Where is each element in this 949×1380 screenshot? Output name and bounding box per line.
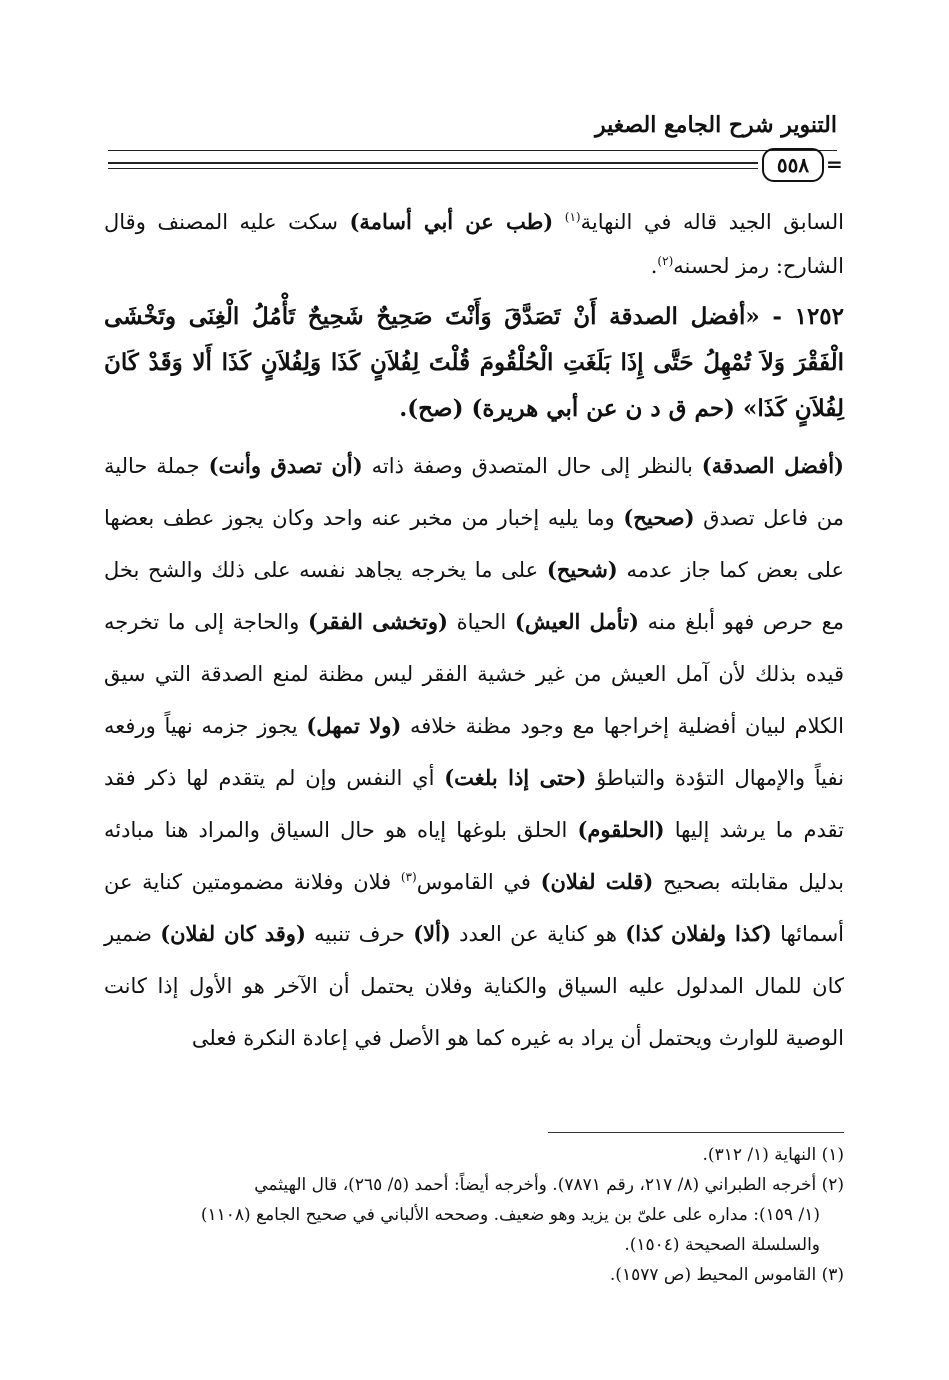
commentary-text: يجوز جزمه نهياً ورفعه نفياً والإمهال التؤدة والتباطؤ [104,714,844,790]
hadith-text: «أفضل الصدقة أَنْ تَصَدَّقَ وَأَنْتَ صَحِيحٌ شَحِيحٌ تَأْمُلُ الْغِنَى وتَخْشَى الْفَقْرَ وَلاَ تُمْهِلُ حَتَّى إِذَا بَلَغَتِ الْحُلْقُومَ قُلْتَ لِفُلاَنٍ كَذَا وَلِفُلاَنٍ كَذَا أَلا وَقَدْ كَانَ لِفُلاَنٍ كَذَا» [104,303,844,422]
quoted-term: (كذا ولفلان كذا) [625,921,772,946]
quoted-term: (حتى إذا بلغت) [444,765,587,790]
intro-text: . [650,254,658,278]
footnote-2-continued: والسلسلة الصحيحة (١٥٠٤). [624,1235,820,1255]
intro-text: السابق الجيد قاله في النهاية [580,210,844,234]
footnote-2-continued: (١/ ١٥٩): مداره على علىّ بن يزيد وهو ضعيف. وصححه الألباني في صحيح الجامع (١١٠٨) [200,1205,820,1225]
footnote-2: (٢) أخرجه الطبراني (٨/ ٢١٧، رقم ٧٨٧١). وأخرجه أيضاً: أحمد (٥/ ٢٦٥)، قال الهيثمي [254,1175,844,1195]
quoted-term: (تأمل العيش) [514,609,639,634]
hadith-source: (حم ق د ن عن أبي هريرة) [471,395,743,422]
quoted-term: (وقد كان لفلان) [160,921,306,946]
commentary-text: والحاجة إلى ما تخرجه قيده بذلك لأن آمل العيش من غير خشية الفقر ليس مظنة لمنع الصدقة التي سيق الكلام لبيان أفضلية إخراجها مع وجود مظنة خلافه [104,610,844,738]
commentary-text: حرف تنبيه [305,922,414,946]
footnote-3: (٣) القاموس المحيط (ص ١٥٧٧). [609,1265,844,1285]
footnotes [104,1140,844,1290]
quoted-term: (ألا) [413,921,451,946]
page-number-rule-upper [108,162,758,164]
commentary-text: جملة حالية من فاعل تصدق [104,454,844,530]
commentary-text: الحلق بلوغها إياه هو حال السياق والمراد هنا مبادئه بدليل مقابلته بصحيح [104,818,845,894]
quoted-term: (قلت لفلان) [540,869,654,894]
footnote-ref: (٢) [657,254,674,268]
intro-paragraph [104,200,844,288]
commentary-text: أي النفس وإن لم يتقدم لها ذكر فقد تقدم ما يرشد إليها [104,766,844,842]
hadith-grade: (صح). [399,395,472,422]
quoted-term: (وتخشى الفقر) [307,609,448,634]
quoted-term: (شحيح) [546,557,618,582]
commentary-text: على ما يخرجه يجاهد نفسه على ذلك والشح بخل مع حرص فهو أبلغ منه [104,558,845,634]
quoted-term: (ولا تمهل) [306,713,402,738]
commentary-paragraph [104,440,844,1064]
commentary-text: بالنظر إلى حال المتصدق وصفة ذاته [362,454,702,478]
hadith-block [104,294,844,432]
intro-text: سكت عليه المصنف وقال الشارح: رمز لحسنه [104,210,844,278]
commentary-text: في القاموس [416,870,541,894]
source-citation: (طب عن أبي أسامة) [349,209,554,234]
running-header-title: التنوير شرح الجامع الصغير [595,112,837,138]
commentary-text: ضمير كان للمال المدلول عليه السياق والكناية وفلان يحتمل أن الآخر هو الأول إذا كانت الوصية للوارث ويحتمل أن يراد به غيره كما هو الأصل في إعادة النكرة فعلى [104,922,844,1050]
commentary-text: وما يليه إخبار من مخبر عنه واحد وكان يجوز عطف بعضها على بعض كما جاز عدمه [104,506,845,582]
page-number: ٥٥٨ [762,148,824,182]
commentary-text: هو كناية عن العدد [450,922,626,946]
footnote-ref: (٣) [400,870,417,884]
hadith-dash: - [759,303,795,330]
commentary-text: الحياة [447,610,515,634]
intro-text [553,210,565,234]
page-number-rule-lower [108,168,758,169]
quoted-term: (أن تصدق وأنت) [208,453,363,478]
header-rule [108,150,837,151]
quoted-term: (صحيح) [623,505,695,530]
page-number-mark: = [826,152,843,176]
footnote-1: (١) النهاية (١/ ٣١٢). [702,1145,844,1165]
quoted-term: (الحلقوم) [577,817,665,842]
footnote-separator [548,1132,844,1133]
quoted-term: (أفضل الصدقة) [701,453,844,478]
commentary-text: فلان وفلانة مضمومتين كناية عن أسمائها [104,870,844,946]
hadith-number: ١٢٥٢ [794,303,845,330]
footnote-ref: (١) [564,210,581,224]
